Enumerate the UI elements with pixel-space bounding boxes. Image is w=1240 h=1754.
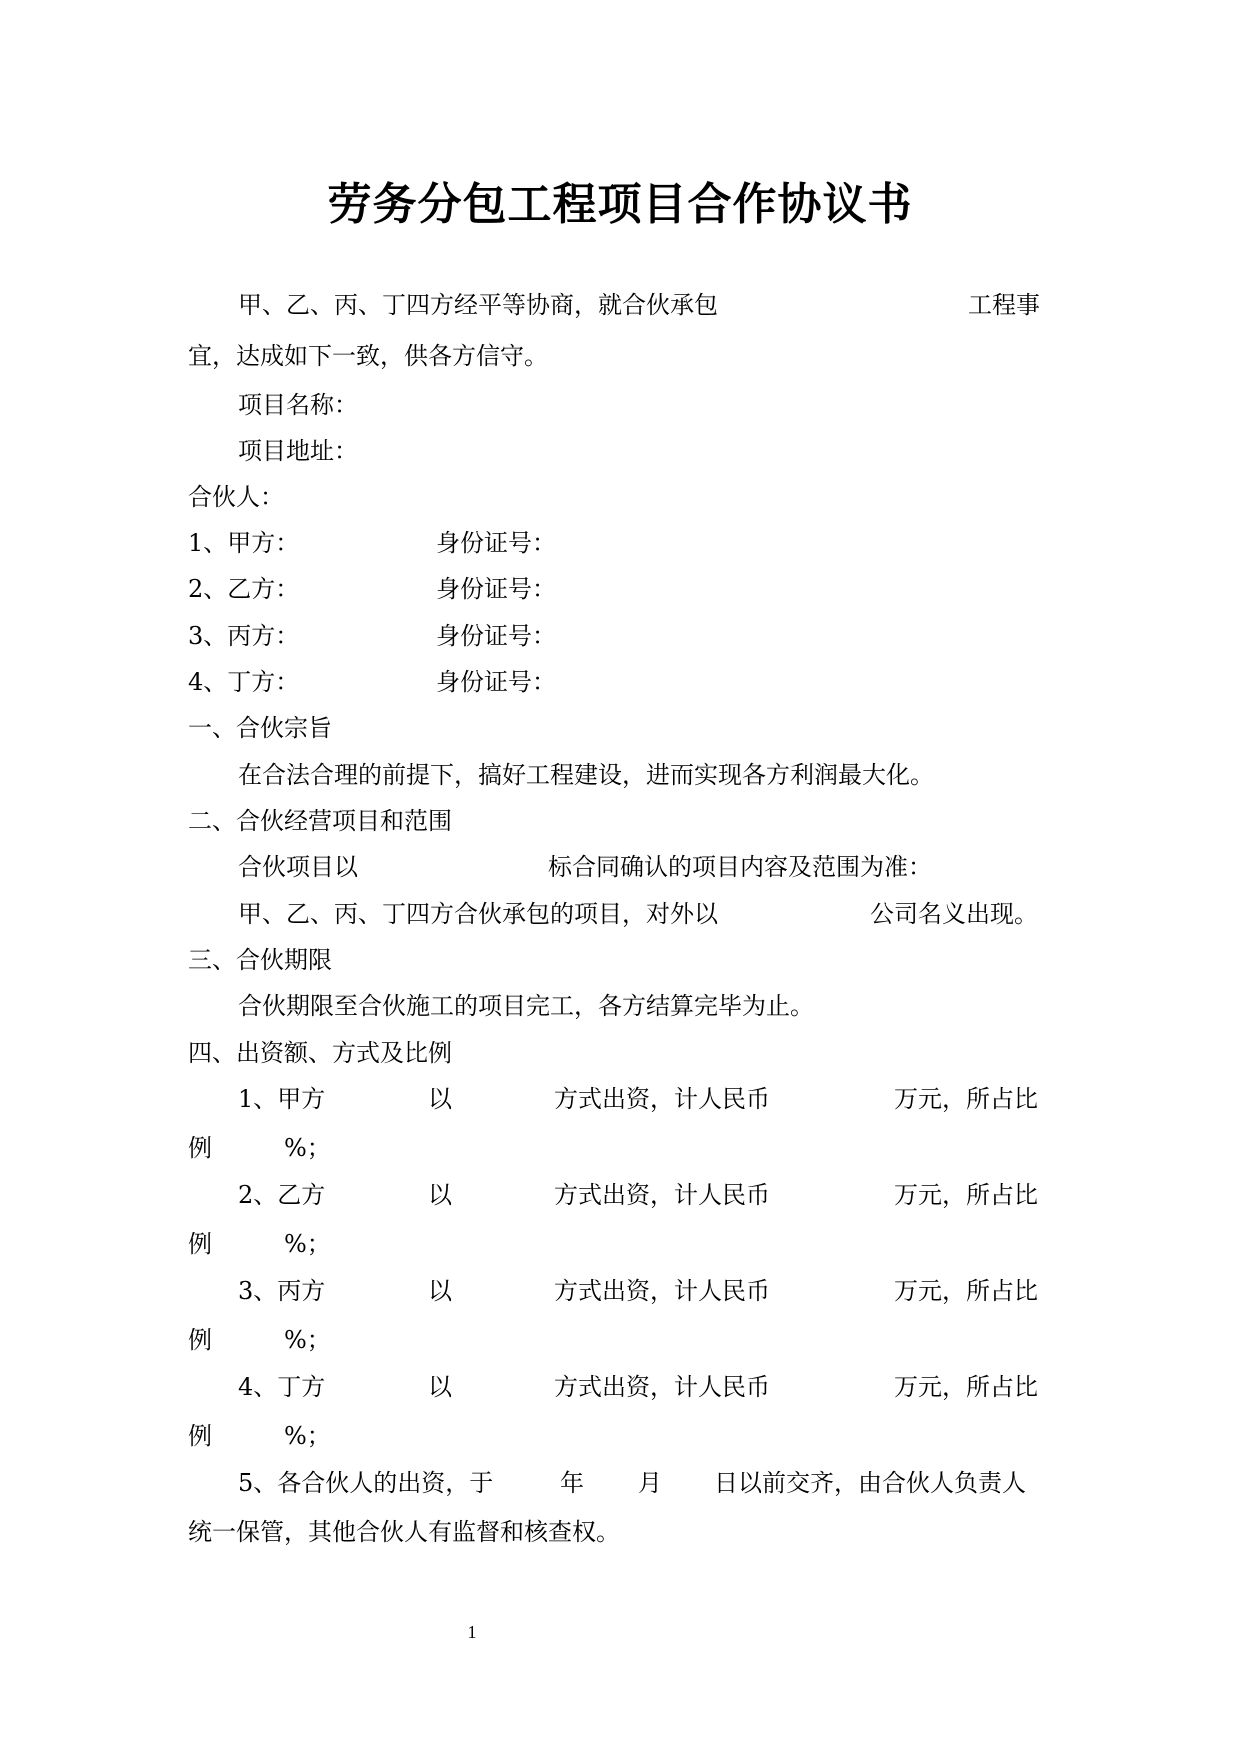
contribution-unit: 万元，所占比 (894, 1181, 1038, 1209)
section2-line1-a: 合伙项目以 (238, 853, 358, 881)
partner-label: 2、乙方： (188, 575, 300, 603)
contribution-party: 4、丁方 (238, 1373, 326, 1401)
contribution-ratio-label: 例 (188, 1134, 212, 1162)
section2-line2-b: 公司名义出现。 (870, 900, 1038, 928)
project-address-label: 项目地址： (238, 437, 358, 465)
intro-text-1: 甲、乙、丙、丁四方经平等协商，就合伙承包 (238, 291, 718, 319)
partner-id-label: 身份证号： (436, 622, 556, 650)
contribution-by: 以 (428, 1277, 452, 1305)
section3-text: 合伙期限至合伙施工的项目完工，各方结算完毕为止。 (238, 992, 814, 1020)
contribution-party: 3、丙方 (238, 1277, 326, 1305)
section2-heading: 二、合伙经营项目和范围 (188, 807, 452, 835)
section2-line2-a: 甲、乙、丙、丁四方合伙承包的项目，对外以 (238, 900, 718, 928)
contribution-method: 方式出资，计人民币 (554, 1373, 770, 1401)
contribution-party: 1、甲方 (238, 1085, 326, 1113)
partner-id-label: 身份证号： (436, 575, 556, 603)
item5-year: 年 (560, 1469, 584, 1497)
item5-text-a: 5、各合伙人的出资，于 (238, 1469, 494, 1497)
contribution-ratio-label: 例 (188, 1326, 212, 1354)
item5-text-b: 日以前交齐，由合伙人负责人 (714, 1469, 1026, 1497)
partner-id-label: 身份证号： (436, 529, 556, 557)
contribution-unit: 万元，所占比 (894, 1373, 1038, 1401)
contribution-percent: %； (284, 1134, 331, 1162)
page-number: 1 (467, 1622, 477, 1642)
project-name-label: 项目名称： (238, 391, 358, 419)
item5-text-c: 统一保管，其他合伙人有监督和核查权。 (188, 1518, 620, 1546)
contribution-ratio-label: 例 (188, 1422, 212, 1450)
intro-text-3: 宜，达成如下一致，供各方信守。 (188, 342, 548, 370)
contribution-unit: 万元，所占比 (894, 1085, 1038, 1113)
contribution-party: 2、乙方 (238, 1181, 326, 1209)
contribution-percent: %； (284, 1230, 331, 1258)
partner-id-label: 身份证号： (436, 668, 556, 696)
section3-heading: 三、合伙期限 (188, 946, 332, 974)
document-title: 劳务分包工程项目合作协议书 (327, 179, 913, 230)
contribution-method: 方式出资，计人民币 (554, 1277, 770, 1305)
contribution-by: 以 (428, 1085, 452, 1113)
contribution-method: 方式出资，计人民币 (554, 1181, 770, 1209)
contribution-percent: %； (284, 1422, 331, 1450)
contribution-method: 方式出资，计人民币 (554, 1085, 770, 1113)
section1-heading: 一、合伙宗旨 (188, 714, 332, 742)
contribution-percent: %； (284, 1326, 331, 1354)
item5-month: 月 (638, 1469, 662, 1497)
section4-heading: 四、出资额、方式及比例 (188, 1039, 452, 1067)
partners-heading: 合伙人： (188, 483, 284, 511)
contribution-by: 以 (428, 1181, 452, 1209)
section1-text: 在合法合理的前提下，搞好工程建设，进而实现各方利润最大化。 (238, 761, 934, 789)
partner-label: 3、丙方： (188, 622, 300, 650)
partner-label: 1、甲方： (188, 529, 300, 557)
contribution-ratio-label: 例 (188, 1230, 212, 1258)
section2-line1-b: 标合同确认的项目内容及范围为准： (548, 853, 932, 881)
contribution-by: 以 (428, 1373, 452, 1401)
contribution-unit: 万元，所占比 (894, 1277, 1038, 1305)
partner-label: 4、丁方： (188, 668, 300, 696)
intro-text-2: 工程事 (968, 291, 1040, 319)
